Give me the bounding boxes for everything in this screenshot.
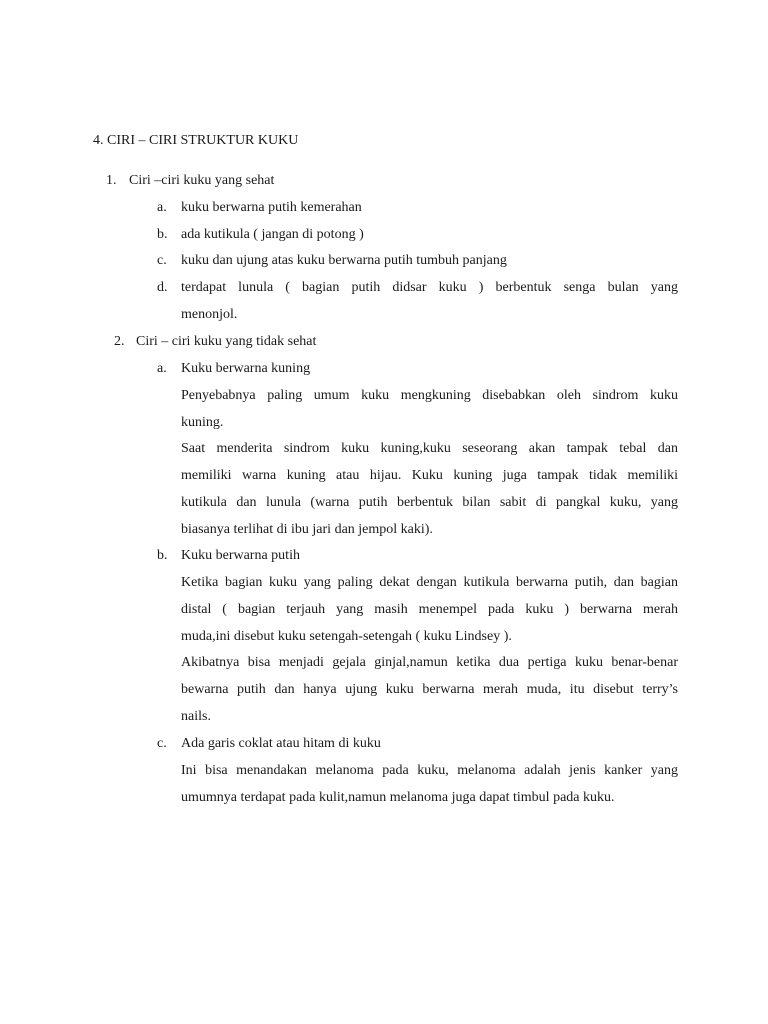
paragraph-line: Saat menderita sindrom kuku kuning,kuku seseorang akan tampak tebal dan (181, 441, 678, 456)
list-item: kuku berwarna putih kemerahan (181, 200, 362, 215)
paragraph-line: Penyebabnya paling umum kuku mengkuning disebabkan oleh sindrom kuku (181, 388, 678, 403)
sublist-title: Kuku berwarna putih (181, 548, 300, 563)
paragraph-line: memiliki warna kuning atau hijau. Kuku kuning juga tampak tidak memiliki (181, 468, 678, 483)
sublist-letter: c. (157, 253, 167, 268)
section-heading: 4. CIRI – CIRI STRUKTUR KUKU (93, 133, 299, 148)
paragraph-line: Ketika bagian kuku yang paling dekat dengan kutikula berwarna putih, dan bagian (181, 575, 678, 590)
sublist-letter: d. (157, 280, 168, 295)
sublist-letter: a. (157, 361, 167, 376)
list-title-healthy: Ciri –ciri kuku yang sehat (129, 173, 275, 188)
paragraph-line: kutikula dan lunula (warna putih berbentuk bilan sabit di pangkal kuku, yang (181, 495, 678, 510)
sublist-title: Ada garis coklat atau hitam di kuku (181, 736, 381, 751)
sublist-letter: c. (157, 736, 167, 751)
list-item-line: menonjol. (181, 307, 238, 322)
paragraph-line: umumnya terdapat pada kulit,namun melanoma juga dapat timbul pada kuku. (181, 790, 615, 805)
sublist-letter: b. (157, 227, 168, 242)
sublist-title: Kuku berwarna kuning (181, 361, 311, 376)
paragraph-line: Ini bisa menandakan melanoma pada kuku, melanoma adalah jenis kanker yang (181, 763, 678, 778)
list-title-unhealthy: Ciri – ciri kuku yang tidak sehat (136, 334, 317, 349)
paragraph-line: distal ( bagian terjauh yang masih menempel pada kuku ) berwarna merah (181, 602, 678, 617)
list-item: kuku dan ujung atas kuku berwarna putih tumbuh panjang (181, 253, 507, 268)
paragraph-line: Akibatnya bisa menjadi gejala ginjal,namun ketika dua pertiga kuku benar-benar (181, 655, 678, 670)
list-item: ada kutikula ( jangan di potong ) (181, 227, 364, 242)
paragraph-line: biasanya terlihat di ibu jari dan jempol kaki). (181, 522, 433, 537)
list-item-line: terdapat lunula ( bagian putih didsar kuku ) berbentuk senga bulan yang (181, 280, 678, 295)
paragraph-line: muda,ini disebut kuku setengah-setengah ( kuku Lindsey ). (181, 629, 512, 644)
sublist-letter: a. (157, 200, 167, 215)
paragraph-line: kuning. (181, 415, 224, 430)
paragraph-line: bewarna putih dan hanya ujung kuku berwarna merah muda, itu disebut terry’s (181, 682, 678, 697)
list-number-2: 2. (114, 334, 125, 349)
sublist-letter: b. (157, 548, 168, 563)
list-number-1: 1. (106, 173, 117, 188)
paragraph-line: nails. (181, 709, 211, 724)
